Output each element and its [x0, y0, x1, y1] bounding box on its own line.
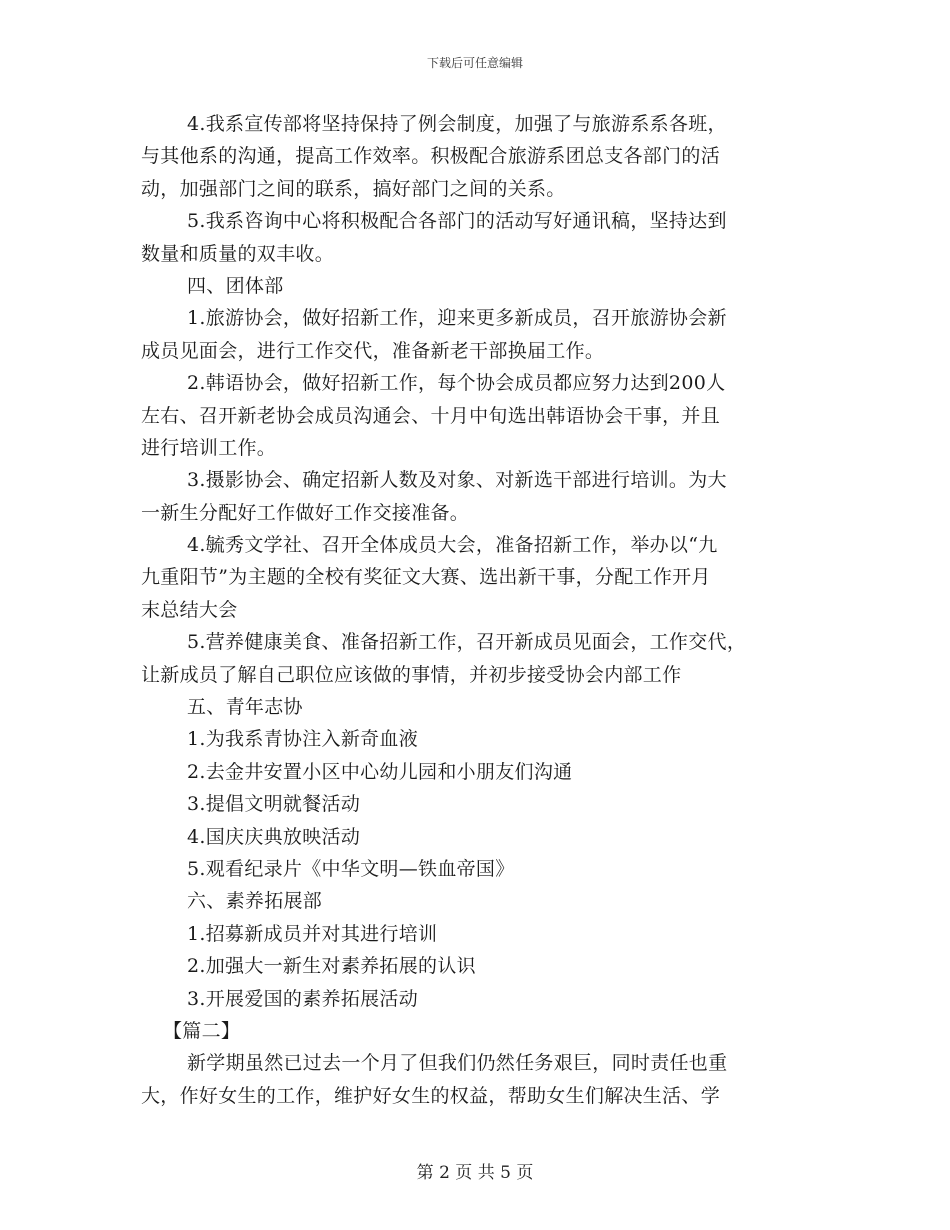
- text-line: 5.观看纪录片《中华文明—铁血帝国》: [187, 857, 515, 880]
- document-body: [141, 108, 809, 1112]
- text-line: 5.我系咨询中心将积极配合各部门的活动写好通讯稿，坚持达到: [187, 210, 727, 233]
- page-footer: 第 2 页 共 5 页: [416, 1163, 534, 1183]
- text-line: 3.摄影协会、确定招新人数及对象、对新选干部进行培训。为大: [187, 469, 727, 492]
- text-line: 五、青年志协: [187, 696, 303, 719]
- text-line: 九重阳节”为主题的全校有奖征文大赛、选出新干事，分配工作开月: [141, 566, 711, 589]
- text-line: 4.国庆庆典放映活动: [187, 825, 361, 848]
- text-line: 5.营养健康美食、准备招新工作，召开新成员见面会，工作交代，: [187, 631, 747, 654]
- text-line: 1.旅游协会，做好招新工作，迎来更多新成员，召开旅游协会新: [187, 307, 727, 330]
- text-line: 3.提倡文明就餐活动: [187, 793, 361, 816]
- text-line: 末总结大会: [141, 598, 238, 621]
- text-line: 六、素养拓展部: [187, 890, 323, 913]
- text-line: 【篇二】: [163, 1019, 241, 1042]
- text-line: 2.加强大一新生对素养拓展的认识: [187, 955, 476, 978]
- text-line: 4.我系宣传部将坚持保持了例会制度，加强了与旅游系系各班，: [187, 113, 727, 135]
- text-line: 左右、召开新老协会成员沟通会、十月中旬选出韩语协会干事，并且: [141, 404, 721, 427]
- text-line: 一新生分配好工作做好工作交接准备。: [141, 501, 470, 524]
- text-line: 成员见面会，进行工作交代，准备新老干部换届工作。: [141, 339, 605, 362]
- text-line: 新学期虽然已过去一个月了但我们仍然任务艰巨，同时责任也重: [187, 1052, 728, 1075]
- text-line: 让新成员了解自己职位应该做的事情，并初步接受协会内部工作: [141, 663, 682, 686]
- text-line: 1.为我系青协注入新奇血液: [187, 728, 419, 751]
- text-line: 2.去金井安置小区中心幼儿园和小朋友们沟通: [187, 760, 573, 783]
- text-line: 大，作好女生的工作，维护好女生的权益，帮助女生们解决生活、学: [141, 1084, 721, 1107]
- text-line: 与其他系的沟通，提高工作效率。积极配合旅游系团总支各部门的活: [141, 145, 721, 168]
- text-line: 4.毓秀文学社、召开全体成员大会，准备招新工作，举办以“九: [187, 534, 718, 557]
- text-line: 1.招募新成员并对其进行培训: [187, 922, 438, 945]
- page-header: 下载后可任意编辑: [426, 56, 523, 70]
- text-line: 数量和质量的双丰收。: [141, 242, 335, 265]
- text-line: 进行培训工作。: [141, 436, 277, 459]
- text-line: 四、团体部: [187, 274, 284, 297]
- text-line: 动，加强部门之间的联系，搞好部门之间的关系。: [141, 177, 566, 200]
- text-line: 3.开展爱国的素养拓展活动: [187, 987, 419, 1010]
- text-line: 2.韩语协会，做好招新工作，每个协会成员都应努力达到200人: [187, 372, 726, 395]
